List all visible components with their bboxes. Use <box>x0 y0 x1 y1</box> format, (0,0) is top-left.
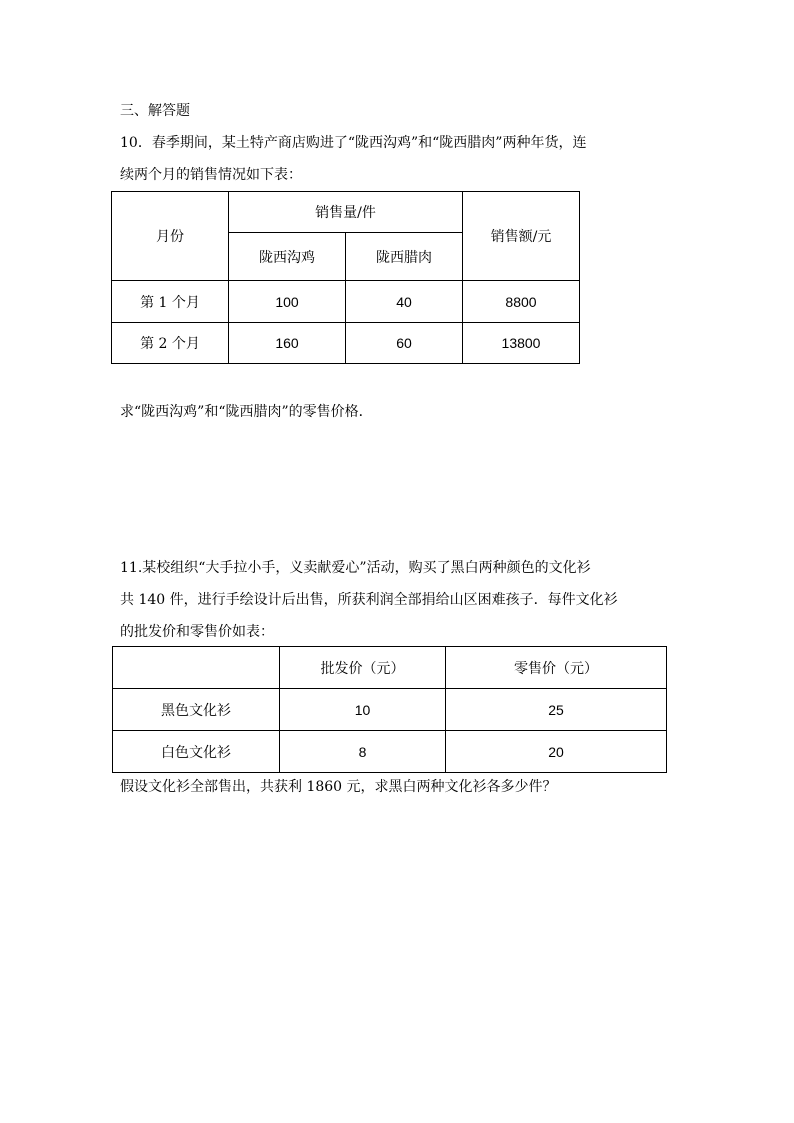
header-wholesale: 批发价（元） <box>280 647 446 689</box>
q11-price-table <box>112 646 667 773</box>
q10-line1: 10．春季期间，某土特产商店购进了“陇西沟鸡”和“陇西腊肉”两种年货，连 <box>120 135 587 151</box>
q10-line2: 续两个月的销售情况如下表： <box>120 167 302 183</box>
table-row <box>113 731 667 773</box>
header-item2: 陇西腊肉 <box>346 233 463 281</box>
q11-line3: 的批发价和零售价如表： <box>120 624 274 640</box>
table-row <box>113 689 667 731</box>
cell-item1: 100 <box>229 281 346 323</box>
q10-question: 求“陇西沟鸡”和“陇西腊肉”的零售价格． <box>120 404 373 420</box>
cell-name: 白色文化衫 <box>113 731 280 773</box>
cell-revenue: 13800 <box>463 323 580 364</box>
header-month: 月份 <box>112 192 229 281</box>
table-row <box>112 323 580 364</box>
header-revenue: 销售额/元 <box>463 192 580 281</box>
cell-item2: 60 <box>346 323 463 364</box>
q11-question: 假设文化衫全部售出，共获利 1860 元，求黑白两种文化衫各多少件？ <box>120 779 557 795</box>
table-row <box>112 281 580 323</box>
cell-month: 第 1 个月 <box>112 281 229 323</box>
cell-wholesale: 8 <box>280 731 446 773</box>
q11-line1: 11.某校组织“大手拉小手，义卖献爱心”活动，购买了黑白两种颜色的文化衫 <box>120 560 591 576</box>
cell-name: 黑色文化衫 <box>113 689 280 731</box>
cell-month: 第 2 个月 <box>112 323 229 364</box>
q10-sales-table <box>111 191 580 364</box>
cell-revenue: 8800 <box>463 281 580 323</box>
cell-item2: 40 <box>346 281 463 323</box>
cell-retail: 25 <box>446 689 667 731</box>
q11-line2: 共 140 件，进行手绘设计后出售，所获利润全部捐给山区困难孩子．每件文化衫 <box>120 592 618 608</box>
header-blank <box>113 647 280 689</box>
header-retail: 零售价（元） <box>446 647 667 689</box>
cell-wholesale: 10 <box>280 689 446 731</box>
header-quantity: 销售量/件 <box>229 192 463 233</box>
cell-item1: 160 <box>229 323 346 364</box>
header-item1: 陇西沟鸡 <box>229 233 346 281</box>
cell-retail: 20 <box>446 731 667 773</box>
section-title: 三、解答题 <box>120 103 190 119</box>
